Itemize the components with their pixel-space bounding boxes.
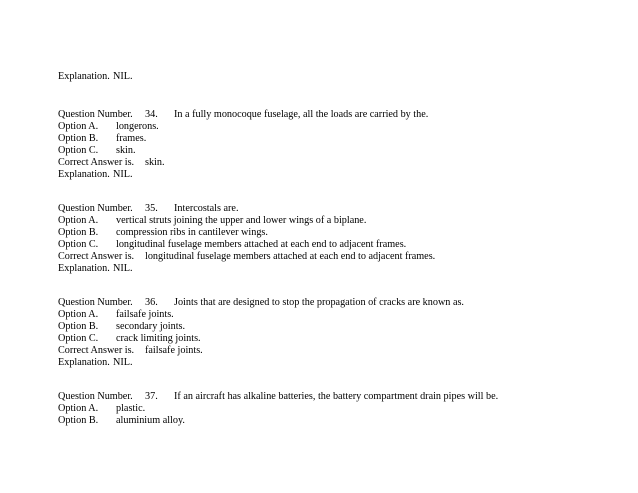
option-text: longitudinal fuselage members attached at each end to adjacent frames. xyxy=(116,239,407,250)
question-34-header xyxy=(58,109,428,121)
question-34-option-b xyxy=(58,133,146,145)
question-text: Joints that are designed to stop the propagation of cracks are known as. xyxy=(174,297,464,308)
option-label: Option A. xyxy=(58,121,99,132)
answer-label: Correct Answer is. xyxy=(58,345,135,356)
option-text: compression ribs in cantilever wings. xyxy=(116,227,268,238)
question-number: 35. xyxy=(145,203,158,214)
question-35-answer xyxy=(58,251,435,263)
option-label: Option A. xyxy=(58,309,99,320)
question-number-label: Question Number. xyxy=(58,203,133,214)
option-label: Option C. xyxy=(58,239,99,250)
question-36-option-a xyxy=(58,309,174,321)
option-label: Option A. xyxy=(58,215,99,226)
top-explanation xyxy=(58,71,133,83)
option-text: failsafe joints. xyxy=(116,309,174,320)
option-label: Option B. xyxy=(58,321,99,332)
option-text: longerons. xyxy=(116,121,159,132)
question-35-header xyxy=(58,203,239,215)
question-36-answer xyxy=(58,345,203,357)
question-number-label: Question Number. xyxy=(58,109,133,120)
option-label: Option B. xyxy=(58,133,99,144)
option-label: Option A. xyxy=(58,403,99,414)
explanation-label: Explanation. xyxy=(58,169,110,180)
explanation-label: Explanation. xyxy=(58,263,110,274)
answer-text: skin. xyxy=(145,157,165,168)
question-37-header xyxy=(58,391,498,403)
option-text: plastic. xyxy=(116,403,146,414)
explanation-label: Explanation. xyxy=(58,357,110,368)
question-36-header xyxy=(58,297,464,309)
explanation-value: NIL. xyxy=(113,357,133,368)
question-number-label: Question Number. xyxy=(58,297,133,308)
answer-text: longitudinal fuselage members attached at each end to adjacent frames. xyxy=(145,251,436,262)
question-36-explanation xyxy=(58,357,133,369)
question-35-explanation xyxy=(58,263,133,275)
option-text: frames. xyxy=(116,133,147,144)
option-text: secondary joints. xyxy=(116,321,186,332)
question-35-option-b xyxy=(58,227,268,239)
answer-label: Correct Answer is. xyxy=(58,251,135,262)
option-text: vertical struts joining the upper and lower wings of a biplane. xyxy=(116,215,367,226)
question-37-option-b xyxy=(58,415,185,427)
option-text: skin. xyxy=(116,145,136,156)
option-label: Option C. xyxy=(58,145,99,156)
question-34-explanation xyxy=(58,169,133,181)
question-34-answer xyxy=(58,157,165,169)
option-label: Option C. xyxy=(58,333,99,344)
question-number: 37. xyxy=(145,391,158,402)
question-36-option-b xyxy=(58,321,185,333)
question-text: In a fully monocoque fuselage, all the loads are carried by the. xyxy=(174,109,429,120)
explanation-label: Explanation. xyxy=(58,71,110,82)
option-label: Option B. xyxy=(58,227,99,238)
question-34-option-a xyxy=(58,121,159,133)
question-36-option-c xyxy=(58,333,201,345)
question-text: Intercostals are. xyxy=(174,203,239,214)
question-number: 34. xyxy=(145,109,158,120)
question-35-option-a xyxy=(58,215,366,227)
question-number: 36. xyxy=(145,297,158,308)
answer-text: failsafe joints. xyxy=(145,345,203,356)
question-37-option-a xyxy=(58,403,145,415)
explanation-value: NIL. xyxy=(113,169,133,180)
explanation-value: NIL. xyxy=(113,263,133,274)
option-text: aluminium alloy. xyxy=(116,415,185,426)
question-35-option-c xyxy=(58,239,406,251)
question-text: If an aircraft has alkaline batteries, the battery compartment drain pipes will be. xyxy=(174,391,499,402)
option-label: Option B. xyxy=(58,415,99,426)
question-34-option-c xyxy=(58,145,136,157)
option-text: crack limiting joints. xyxy=(116,333,201,344)
question-number-label: Question Number. xyxy=(58,391,133,402)
explanation-value: NIL. xyxy=(113,71,133,82)
answer-label: Correct Answer is. xyxy=(58,157,135,168)
